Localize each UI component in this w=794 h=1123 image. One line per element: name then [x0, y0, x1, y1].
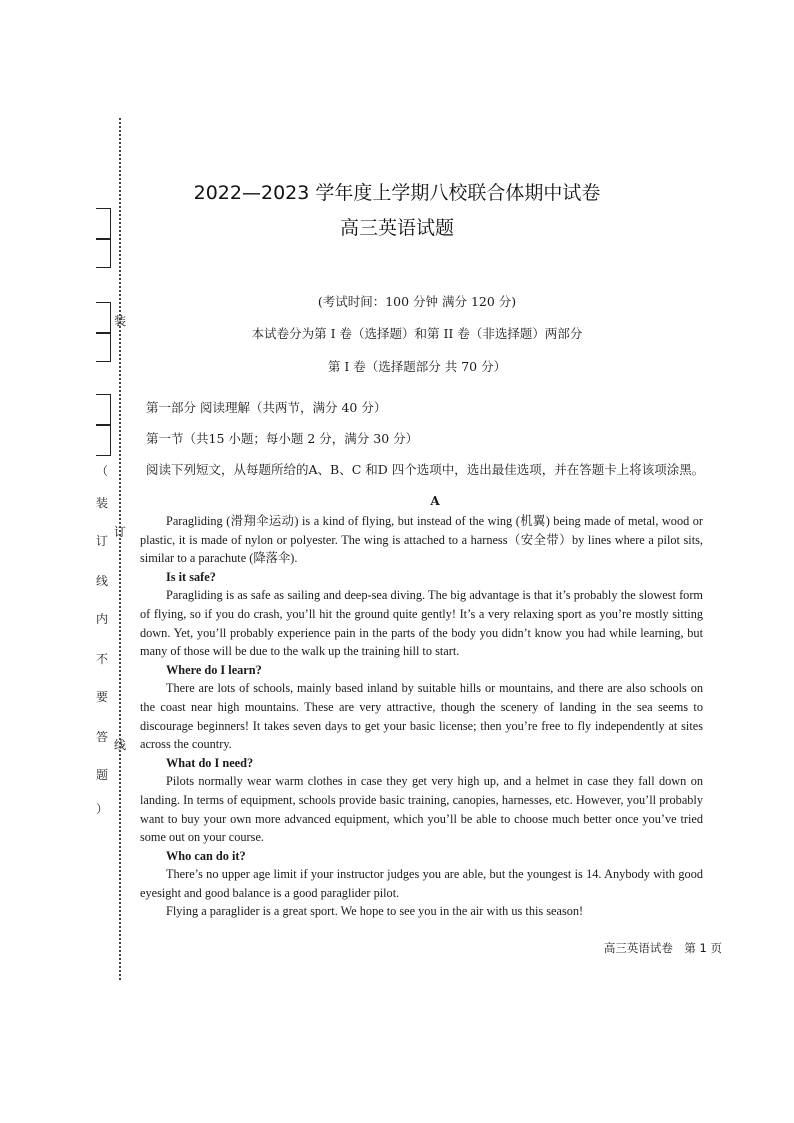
passage-subheading: What do I need? — [166, 755, 254, 770]
margin-vertical-char: ） — [96, 802, 109, 816]
passage-body — [140, 512, 703, 921]
passage-paragraph: There’s no upper age limit if your instructor judges you are able, but the youngest is 14. Anybody with good eyesight and good balance is a good paraglider pilot. — [140, 867, 703, 900]
binding-dotted-line — [119, 118, 121, 980]
passage-letter: A — [430, 494, 440, 508]
passage-paragraph: There are lots of schools, mainly based inland by suitable hills or mountains, and there are also schools on the coast near high mountains. These are very attractive, though the scenery of landing in the sea seems to discourage beginners! It takes seven days to get your basic license; then you’re free to fly independently at sites across the country. — [140, 681, 703, 752]
margin-vertical-char: 订 — [96, 534, 109, 548]
margin-vertical-char: 题 — [96, 768, 109, 782]
passage-paragraph: Flying a paraglider is a great sport. We hope to see you in the air with us this season! — [166, 904, 584, 919]
passage-paragraph: Paragliding (滑翔伞运动) is a kind of flying, but instead of the wing (机翼) being made of metal, wood or plastic, it is made of nylon or polyester. The wing is attached to a harness（安全带）by lines where a pilot sits, similar to a parachute (降落伞). — [140, 514, 703, 566]
passage-paragraph: Pilots normally wear warm clothes in case they get very high up, and a helmet in case they fall down on landing. In terms of equipment, schools provide basic training, canopies, harnesses, etc. However, you’ll probably want to buy your own more advanced equipment, which you’ll be able to choose much better once you’ve tried some out on your course. — [140, 774, 703, 845]
margin-vertical-char: 要 — [96, 690, 109, 704]
passage-subheading: Where do I learn? — [166, 662, 262, 677]
margin-ding: 订 — [114, 525, 127, 539]
passage-paragraph: Paragliding is as safe as sailing and deep-sea diving. The big advantage is that it’s probably the slowest form of flying, so if you do crash, you’ll hit the ground quite gently! It’s a very relaxing sport as you’re mostly sitting down. Yet, you’ll probably experience pain in the parts of the body you didn’t know you had while learning, but many of those will be due to the walk up the training hill to start. — [140, 588, 703, 659]
page-footer: 高三英语试卷 第 1 页 — [603, 941, 722, 955]
margin-vertical-char: 装 — [96, 496, 109, 510]
exam-subtitle: 高三英语试题 — [339, 217, 454, 239]
volume-one-heading: 第 I 卷（选择题部分 共 70 分） — [327, 359, 507, 374]
instructions: 阅读下列短文，从每题所给的A、B、C 和D 四个选项中，选出最佳选项，并在答题卡上将该项涂黑。 — [146, 462, 705, 477]
passage-subheading: Who can do it? — [166, 848, 246, 863]
binding-bracket — [96, 238, 111, 268]
exam-title: 2022—2023 学年度上学期八校联合体期中试卷 — [193, 182, 601, 204]
margin-vertical-char: （ — [96, 464, 109, 478]
exam-info: (考试时间：100 分钟 满分 120 分) — [317, 294, 517, 309]
parts-note: 本试卷分为第 I 卷（选择题）和第 II 卷（非选择题）两部分 — [251, 326, 583, 341]
margin-vertical-char: 线 — [96, 574, 109, 588]
part-one-heading: 第一部分 阅读理解（共两节，满分 40 分） — [146, 400, 387, 415]
margin-zhuang: 装 — [114, 314, 127, 328]
binding-bracket — [96, 424, 111, 456]
margin-vertical-char: 答 — [96, 730, 109, 744]
section-one-heading: 第一节（共15 小题；每小题 2 分，满分 30 分） — [146, 431, 419, 446]
margin-vertical-char: 不 — [96, 652, 109, 666]
margin-vertical-char: 内 — [96, 612, 109, 626]
binding-bracket — [96, 394, 111, 426]
passage-subheading: Is it safe? — [166, 569, 216, 584]
margin-xian: 线 — [114, 738, 127, 752]
